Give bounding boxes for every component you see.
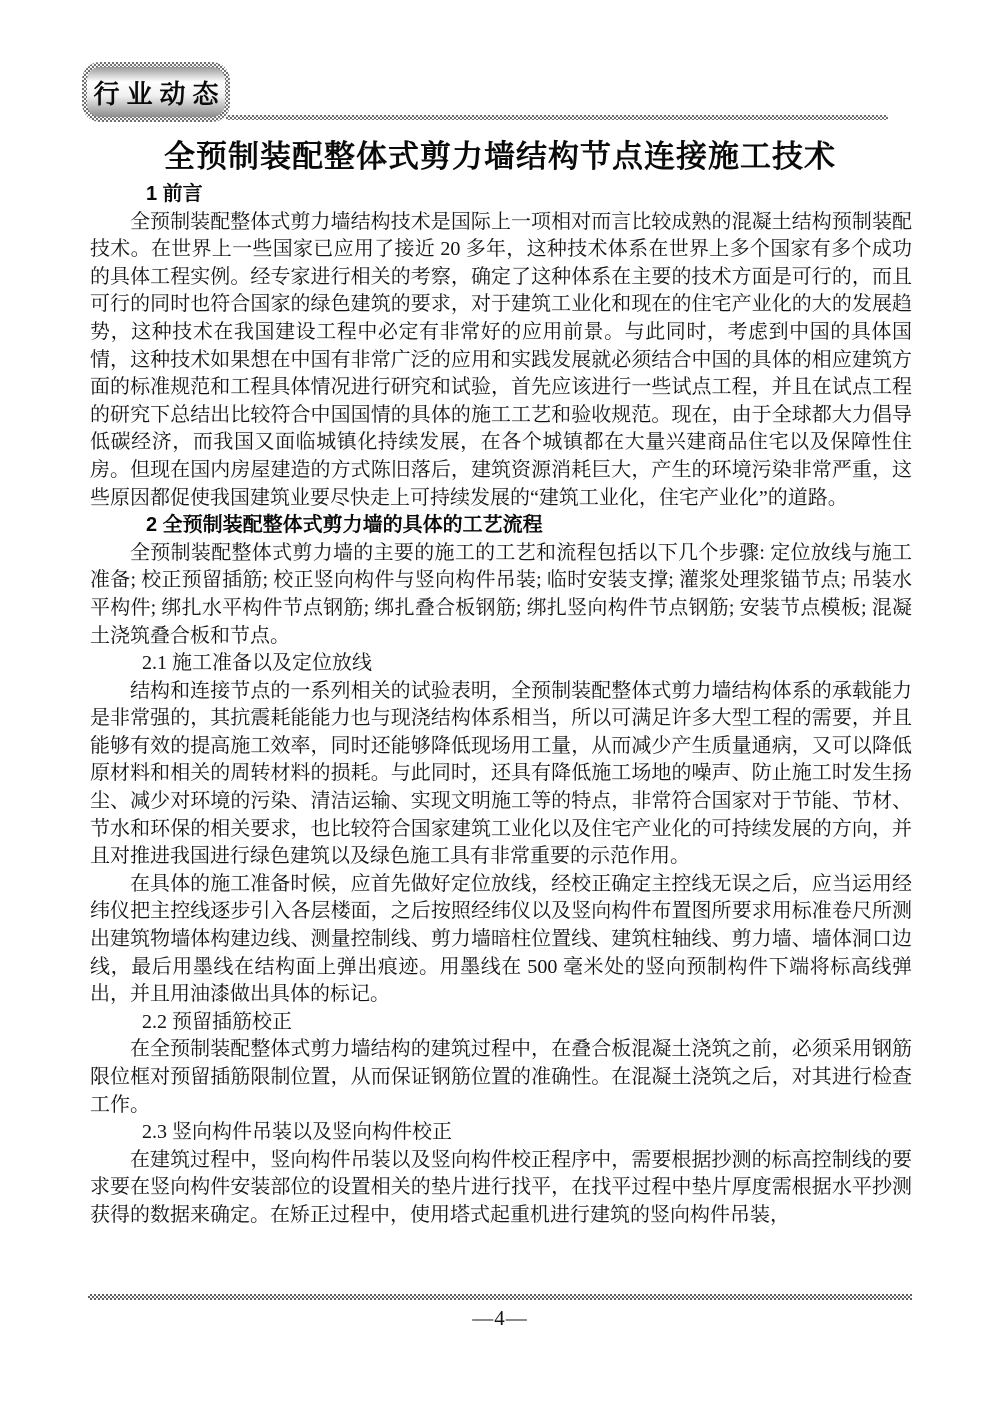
category-badge [82,62,230,122]
page-number: —4— [472,1306,528,1330]
paragraph-2-2: 在全预制装配整体式剪力墙结构的建筑过程中，在叠合板混凝土浇筑之前，必须采用钢筋限位框对预留插筋限制位置，从而保证钢筋位置的准确性。在混凝土浇筑之后，对其进行检查工作。 [90,1038,912,1116]
paragraph-process-steps: 全预制装配整体式剪力墙的主要的施工的工艺和流程包括以下几个步骤: 定位放线与施工准备; 校正预留插筋; 校正竖向构件与竖向构件吊装; 临时安装支撑; 灌浆处理浆锚节点; 吊装水平构件; 绑扎水平构件节点钢筋; 绑扎叠合板钢筋; 绑扎竖向构件节点钢筋; 安装节点模板; 混凝土浇筑叠合板和节点。 [90,541,912,647]
paragraph-foreword: 全预制装配整体式剪力墙结构技术是国际上一项相对而言比较成熟的混凝土结构预制装配技术。在世界上一些国家已应用了接近 20 多年，这种技术体系在世界上多个国家有多个成功的具体工程实例。经专家进行相关的考察，确定了这种体系在主要的技术方面是可行的，而且可行的同时也符合国家的绿色建筑的要求，对于建筑工业化和现在的住宅产业化的大的发展趋势，这种技术在我国建设工程中必定有非常好的应用前景。与此同时，考虑到中国的具体国情，这种技术如果想在中国有非常广泛的应用和实践发展就必须结合中国的具体的相应建筑方面的标准规范和工程具体情况进行研究和试验，首先应该进行一些试点工程，并且在试点工程的研究下总结出比较符合中国国情的具体的施工工艺和验收规范。现在，由于全球都大力倡导低碳经济，而我国又面临城镇化持续发展，在各个城镇都在大量兴建商品住宅以及保障性住房。但现在国内房屋建造的方式陈旧落后，建筑资源消耗巨大，产生的环境污染非常严重，这些原因都促使我国建筑业要尽快走上可持续发展的“建筑工业化，住宅产业化”的道路。 [90,210,912,509]
section-heading-process: 2 全预制装配整体式剪力墙的具体的工艺流程 [146,514,543,537]
paragraph-2-1-b: 在具体的施工准备时候，应首先做好定位放线，经校正确定主控线无误之后，应当运用经纬仪把主控线逐步引入各层楼面，之后按照经纬仪以及竖向构件布置图所要求用标准卷尺所测出建筑物墙体构建边线、测量控制线、剪力墙暗柱位置线、建筑柱轴线、剪力墙、墙体洞口边线，最后用墨线在结构面上弹出痕迹。用墨线在 500 毫米处的竖向预制构件下端将标高线弹出，并且用油漆做出具体的标记。 [90,872,912,1006]
subsection-heading-2-1: 2.1 施工准备以及定位放线 [142,652,372,675]
page-title: 全预制装配整体式剪力墙结构节点连接施工技术 [164,139,836,174]
section-heading-foreword: 1 前言 [146,183,203,205]
article-body [90,181,912,1230]
category-badge-label: 行业动态 [93,78,226,109]
paragraph-2-3: 在建筑过程中，竖向构件吊装以及竖向构件校正程序中，需要根据抄测的标高控制线的要求要在竖向构件安装部位的设置相关的垫片进行找平，在找平过程中垫片厚度需根据水平抄测获得的数据来确定。在矫正过程中，使用塔式起重机进行建筑的竖向构件吊装， [90,1148,912,1226]
category-badge-face [87,67,225,117]
subsection-heading-2-2: 2.2 预留插筋校正 [142,1010,292,1033]
subsection-heading-2-3: 2.3 竖向构件吊装以及竖向构件校正 [142,1121,452,1144]
paragraph-2-1-a: 结构和连接节点的一系列相关的试验表明，全预制装配整体式剪力墙结构体系的承载能力是非常强的，其抗震耗能能力也与现浇结构体系相当，所以可满足许多大型工程的需要，并且能够有效的提高施工效率，同时还能够降低现场用工量，从而减少产生质量通病，又可以降低原材料和相关的周转材料的损耗。与此同时，还具有降低施工场地的噪声、防止施工时发生扬尘、减少对环境的污染、清洁运输、实现文明施工等的特点，非常符合国家对于节能、节材、节水和环保的相关要求，也比较符合国家建筑工业化以及住宅产业化的可持续发展的方向，并且对推进我国进行绿色建筑以及绿色施工具有非常重要的示范作用。 [90,679,912,868]
header-divider-line [226,115,888,120]
footer-divider-line [88,1294,912,1300]
